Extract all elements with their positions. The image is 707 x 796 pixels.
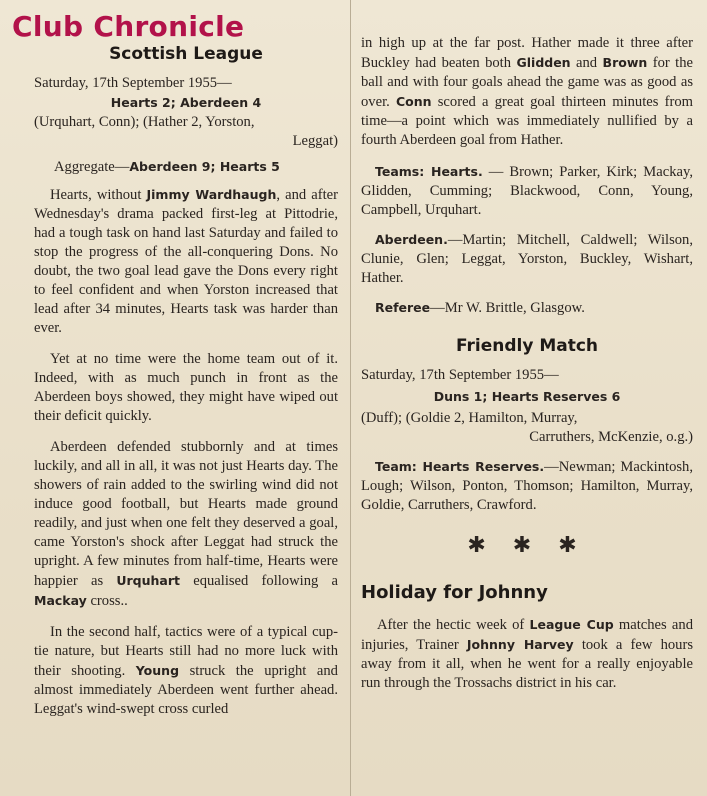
match-report-body	[34, 185, 338, 719]
aberdeen-team: Aberdeen.—Martin; Mitchell, Caldwell; Wilson, Clunie, Glen; Leggat, Yorston, Buckley, Wishart, Hather.	[361, 232, 693, 286]
left-column	[0, 0, 350, 731]
friendly-scorers-line-2: Carruthers, McKenzie, o.g.)	[529, 429, 693, 445]
referee: Referee—Mr W. Brittle, Glasgow.	[375, 300, 585, 316]
holiday-body	[361, 615, 693, 693]
match-score: Hearts 2; Aberdeen 4	[110, 95, 262, 110]
match-date: Saturday, 17th September 1955—	[34, 75, 232, 91]
friendly-score: Duns 1; Hearts Reserves 6	[433, 389, 621, 404]
hearts-team: Teams: Hearts. — Brown; Parker, Kirk; Mackay, Glidden, Cumming; Blackwood, Conn, Young, Campbell, Urquhart.	[361, 164, 693, 218]
right-column	[351, 0, 707, 705]
friendly-scorers-line-1: (Duff); (Goldie 2, Hamilton, Murray,	[361, 410, 578, 426]
friendly-date: Saturday, 17th September 1955—	[361, 367, 559, 383]
masthead-title: Club Chronicle	[12, 10, 245, 43]
paragraph: in high up at the far post. Hather made it three after Buckley had beaten both Glidden and Brown for the ball and with four goals ahead the game was as good as over. Conn scored a great goal thirteen minutes from time—a point which was immediately nullified by a fourth Aberdeen goal from Hather.	[361, 35, 693, 148]
team-lineups	[361, 162, 693, 318]
section-separator-stars: ✱ ✱ ✱	[467, 533, 587, 558]
reserves-team: Team: Hearts Reserves.—Newman; Mackintosh, Lough; Wilson, Ponton, Thomson; Hamilton, Murray, Goldie, Carruthers, Crawford.	[361, 459, 693, 513]
match-report-continued	[361, 34, 693, 150]
friendly-lineup	[361, 457, 693, 515]
aggregate-line: Aggregate—Aberdeen 9; Hearts 5	[54, 159, 280, 175]
paragraph: Aberdeen defended stubbornly and at times luckily, and all in all, it was not just Hearts day. The showers of rain added to the swirling wind did not induce good football, but Hearts made ground readily, and just when one felt they deserved a goal, came Yorston's shock after Leggat had struck the upright. A few minutes from half-time, Hearts were happier as Urquhart equalised following a Mackay cross..	[34, 439, 338, 609]
section-heading-scottish-league: Scottish League	[109, 44, 263, 64]
scorers-line-2: Leggat)	[292, 133, 338, 149]
section-heading-friendly-match: Friendly Match	[455, 336, 599, 356]
paragraph: After the hectic week of League Cup matches and injuries, Trainer Johnny Harvey took a few hours away from it all, when he went for a really enjoyable run through the Trossachs district in his car.	[361, 617, 693, 691]
paragraph: In the second half, tactics were of a typical cup-tie nature, but Hearts still had no more luck with their shooting. Young struck the upright and almost immediately Aberdeen went further ahead. Leggat's wind-swept cross curled	[34, 624, 338, 717]
section-heading-holiday: Holiday for Johnny	[361, 582, 548, 603]
scorers-line-1: (Urquhart, Conn); (Hather 2, Yorston,	[34, 114, 255, 130]
paragraph: Yet at no time were the home team out of it. Indeed, with as much punch in front as the Aberdeen boys showed, they might have wiped out their deficit quickly.	[34, 351, 338, 424]
paragraph: Hearts, without Jimmy Wardhaugh, and after Wednesday's drama packed first-leg at Pittodrie, had a tough task on hand last Saturday and failed to stop the progress of the all-conquering Dons. No doubt, the two goal lead gave the Dons every right to feel confident and when Yorston increased that lead after 34 minutes, Hearts task was harder than ever.	[34, 187, 338, 336]
